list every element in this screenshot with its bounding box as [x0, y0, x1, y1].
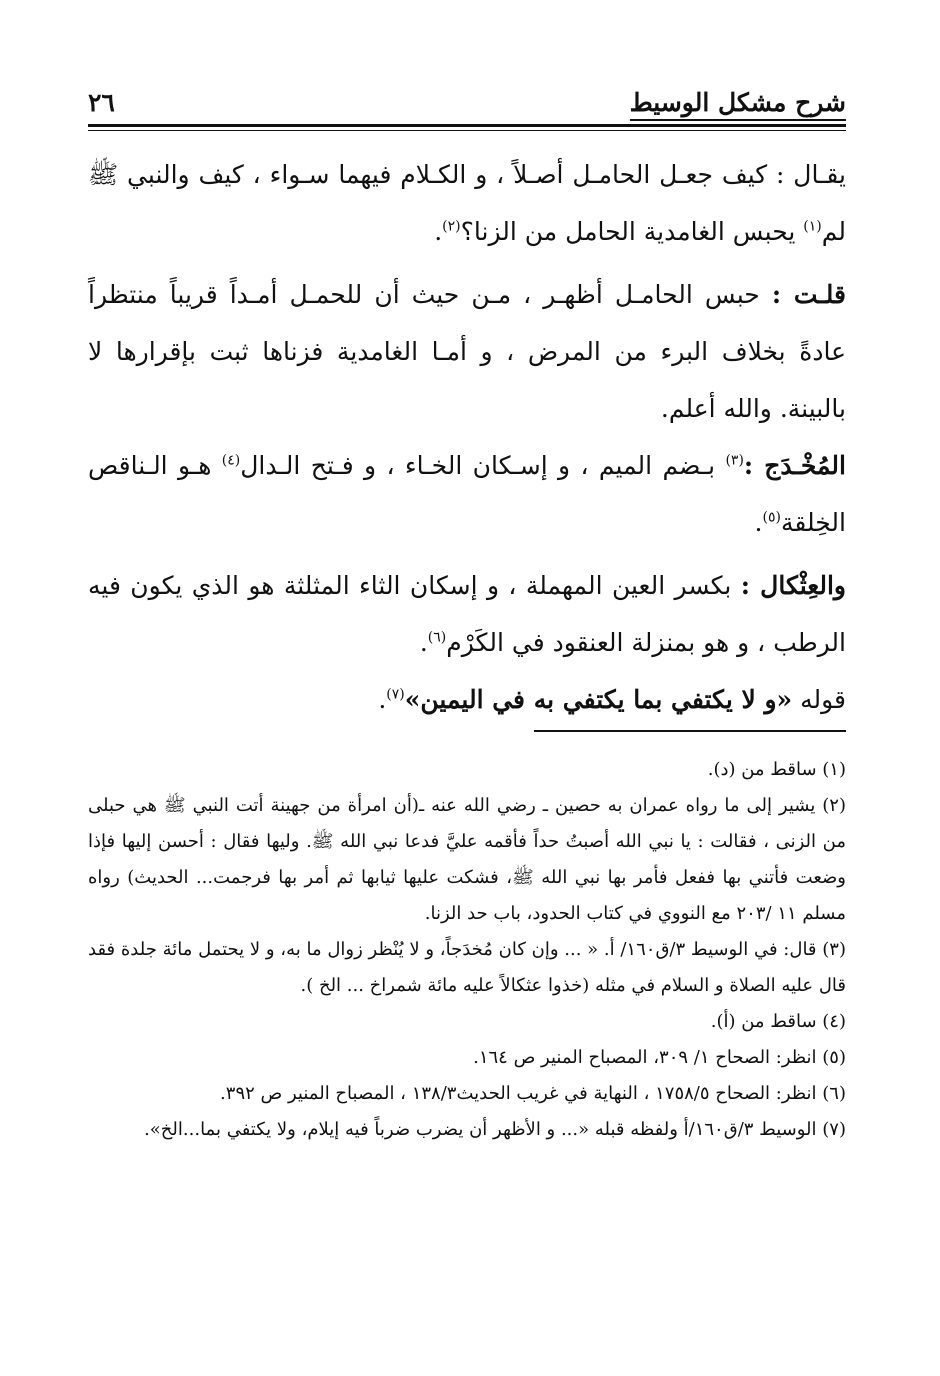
- paragraph-3-end: .: [754, 508, 763, 537]
- paragraph-2-heading: قلـت :: [771, 280, 846, 309]
- paragraph-3-text-2: هـو الـناقص الخِلقة: [88, 451, 846, 537]
- paragraph-4-text: بكسر العين المهملة ، و إسكان الثاء المثلثة هو الذي يكون فيه الرطب ، و هو بمنزلة العنقود في الكَرْم: [88, 571, 846, 657]
- footnote-separator: [534, 730, 846, 732]
- paragraph-5-text: قوله: [792, 685, 846, 714]
- footnotes: [88, 752, 846, 1148]
- footnote-ref-3: (٣): [725, 452, 744, 469]
- footnote-ref-6: (٦): [427, 629, 447, 646]
- footnote-6: (٦) انظر: الصحاح ١٧٥٨/٥ ، النهاية في غريب الحديث١٣٨/٣ ، المصباح المنير ص ٣٩٢.: [220, 1083, 846, 1104]
- paragraph-3: [88, 437, 846, 551]
- paragraph-1: [88, 146, 846, 260]
- paragraph-4: [88, 557, 846, 671]
- footnote-ref-4: (٤): [221, 452, 241, 469]
- footnote-3: (٣) قال: في الوسيط ٣/ق١٦٠/ أ. « ... وإن كان مُخدَجاً، و لا يُنْظر زوال ما به، و لا يحتمل مائة جلدة فقد قال عليه الصلاة و السلام في مثله (خذوا عثكالاً عليه مائة شمراخ ... الخ ).: [88, 939, 846, 996]
- footnote-5: (٥) انظر: الصحاح ١/ ٣٠٩، المصباح المنير ص ١٦٤.: [473, 1047, 846, 1068]
- header-rule: [88, 124, 846, 127]
- footnote-7: (٧) الوسيط ٣/ق١٦٠/أ ولفظه قبله «... و الأظهر أن يضرب ضرباً فيه إيلام، ولا يكتفي بما...الخ».: [144, 1119, 846, 1140]
- paragraph-5-end: .: [378, 685, 387, 714]
- paragraph-2-text: حبس الحامـل أظهـر ، مـن حيث أن للحمـل أمـداً قريباً منتظراً عادةً بخلاف البرء من المرض ، و أمـا الغامدية فزناها ثبت بإقرارها لا بالبينة. والله أعلم.: [88, 280, 846, 423]
- footnote-ref-7: (٧): [386, 686, 405, 703]
- paragraph-3-heading: المُخْـدَج :: [743, 451, 846, 480]
- page-number: ٢٦: [88, 88, 115, 117]
- paragraph-1-text: يقـال : كيف جعـل الحامـل أصـلاً ، و الكـلام فيهما سـواء ، كيف والنبي ﷺ لم: [88, 160, 846, 246]
- page-header: [88, 88, 846, 122]
- paragraph-2: [88, 266, 846, 437]
- main-text: [88, 146, 846, 728]
- footnote-2: (٢) يشير إلى ما رواه عمران به حصين ـ رضي الله عنه ـ(أن امرأة من جهينة أتت النبي ﷺ هي حبلى من الزنى ، فقالت : يا نبي الله أصبتُ حداً فأقمه عليَّ فدعا نبي الله ﷺ. وليها فقال : أحسن إليها فإذا وضعت فأتني بها ففعل فأمر بها نبي الله ﷺ، فشكت عليها ثيابها ثم أمر بها فرجمت... الحديث) رواه مسلم ١١ /٢٠٣ مع النووي في كتاب الحدود، باب حد الزنا.: [88, 795, 846, 924]
- paragraph-4-end: .: [419, 628, 428, 657]
- paragraph-1-text-2: يحبس الغامدية الحامل من الزنا؟: [460, 217, 804, 246]
- paragraph-3-text: بـضم الميم ، و إسـكان الخـاء ، و فـتح الـدال: [240, 451, 726, 480]
- paragraph-5: [88, 671, 846, 728]
- paragraph-5-quote: «و لا يكتفي بما يكتفي به في اليمين»: [404, 685, 793, 714]
- footnote-4: (٤) ساقط من (أ).: [710, 1011, 846, 1032]
- footnote-ref-2: (٢): [442, 218, 461, 235]
- header-rule-thin: [88, 130, 846, 131]
- paragraph-4-heading: والعِثْكال :: [740, 571, 847, 600]
- footnote-ref-1: (١): [803, 218, 822, 235]
- footnote-1: (١) ساقط من (د).: [707, 759, 846, 780]
- book-title: شرح مشكل الوسيط: [630, 88, 846, 121]
- footnote-ref-5: (٥): [762, 509, 781, 526]
- paragraph-1-end: .: [434, 217, 443, 246]
